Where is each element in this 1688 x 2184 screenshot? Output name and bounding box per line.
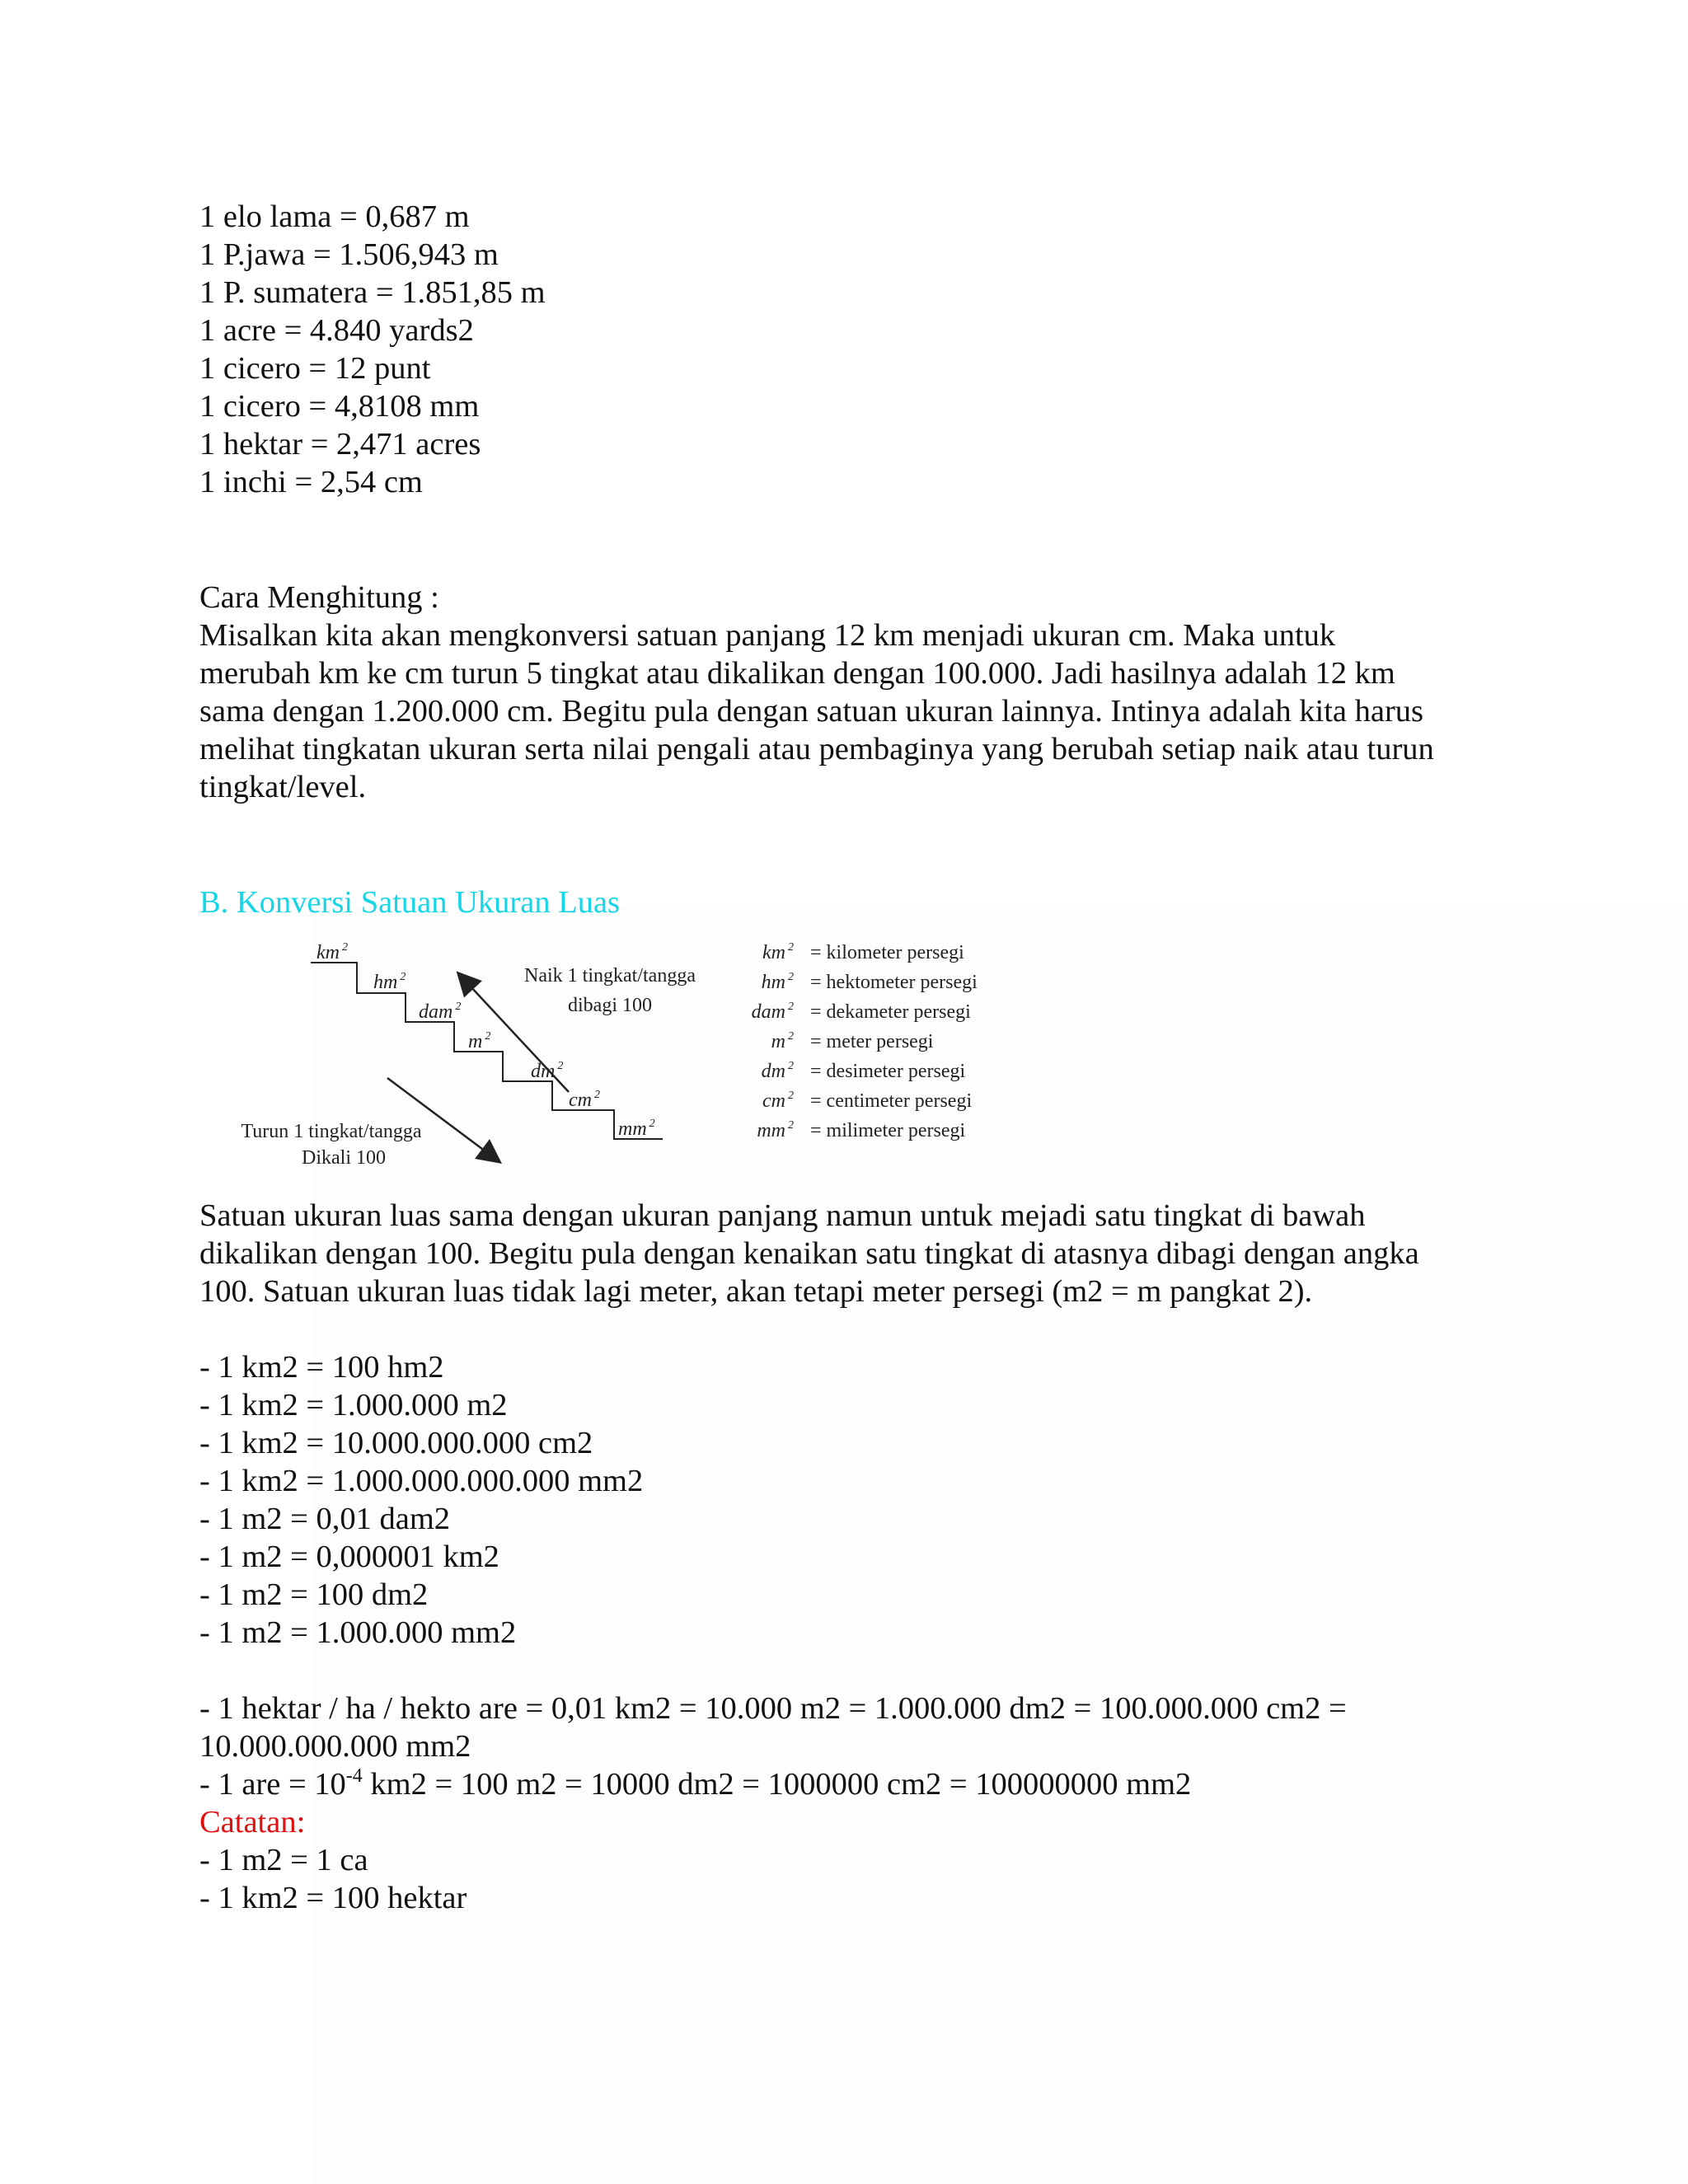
stair-unit-km: km $^2$ [316, 941, 348, 963]
luas-paragraph-line: Satuan ukuran luas sama dengan ukuran panjang namun untuk mejadi satu tingkat di bawah [199, 1198, 1366, 1233]
area-unit-staircase-diagram [214, 933, 1022, 1180]
stair-unit-m: m $^2$ [468, 1030, 491, 1052]
legend-unit-dm: dm $^2$ [761, 1060, 794, 1082]
legend-name-mm: = milimeter persegi [810, 1120, 966, 1141]
area-conversion-line: - 1 m2 = 100 dm2 [199, 1577, 429, 1612]
area-conversion-line: - 1 km2 = 1.000.000.000.000 mm2 [199, 1464, 644, 1498]
length-conversion-line: 1 acre = 4.840 yards2 [199, 313, 474, 348]
are-suffix: km2 = 100 m2 = 10000 dm2 = 1000000 cm2 = 100000000 mm2 [362, 1767, 1192, 1802]
are-exponent: -4 [345, 1765, 363, 1787]
length-conversion-line: 1 hektar = 2,471 acres [199, 427, 481, 462]
length-conversion-line: 1 elo lama = 0,687 m [199, 199, 470, 234]
area-conversion-line: - 1 m2 = 0,000001 km2 [199, 1540, 499, 1574]
up-caption-line-1: Naik 1 tingkat/tangga [524, 965, 696, 987]
stair-unit-cm: cm $^2$ [569, 1089, 600, 1111]
stair-unit-hm: hm $^2$ [373, 971, 406, 993]
staircase-line [311, 963, 663, 1139]
stair-unit-dm: dm $^2$ [531, 1060, 564, 1082]
legend-unit-cm: cm $^2$ [762, 1090, 794, 1112]
length-conversion-line: 1 cicero = 12 punt [199, 351, 431, 386]
length-conversion-line: 1 P. sumatera = 1.851,85 m [199, 275, 546, 310]
legend-name-m: = meter persegi [810, 1031, 934, 1052]
cara-paragraph-line: tingkat/level. [199, 770, 367, 804]
luas-paragraph-line: dikalikan dengan 100. Begitu pula dengan kenaikan satu tingkat di atasnya dibagi dengan angka [199, 1236, 1419, 1271]
down-caption-line-1: Turun 1 tingkat/tangga [241, 1121, 422, 1142]
area-conversion-line: - 1 m2 = 1.000.000 mm2 [199, 1615, 517, 1650]
length-conversion-line: 1 P.jawa = 1.506,943 m [199, 237, 499, 272]
down-caption-line-2: Dikali 100 [302, 1147, 386, 1169]
legend-unit-dam: dam $^2$ [751, 1001, 794, 1023]
cara-paragraph-line: Misalkan kita akan mengkonversi satuan panjang 12 km menjadi ukuran cm. Maka untuk [199, 618, 1336, 653]
area-conversion-line: - 1 m2 = 0,01 dam2 [199, 1502, 451, 1536]
catatan-label: Catatan: [199, 1805, 306, 1840]
cara-title: Cara Menghitung : [199, 580, 439, 615]
stair-unit-dam: dam $^2$ [419, 1001, 462, 1023]
legend-unit-hm: hm $^2$ [761, 971, 794, 993]
legend-name-km: = kilometer persegi [810, 942, 964, 963]
cara-paragraph-line: sama dengan 1.200.000 cm. Begitu pula dengan satuan ukuran lainnya. Intinya adalah kita harus [199, 694, 1424, 729]
are-prefix: - 1 are = 10 [199, 1767, 346, 1802]
cara-paragraph-line: merubah km ke cm turun 5 tingkat atau dikalikan dengan 100.000. Jadi hasilnya adalah 12 km [199, 656, 1395, 691]
legend-name-hm: = hektometer persegi [810, 972, 978, 993]
hektar-line: - 1 hektar / ha / hekto are = 0,01 km2 = 10.000 m2 = 1.000.000 dm2 = 100.000.000 cm2 = [199, 1691, 1347, 1726]
legend-name-dam: = dekameter persegi [810, 1001, 971, 1023]
cara-paragraph-line: melihat tingkatan ukuran serta nilai pengali atau pembaginya yang berubah setiap naik atau turun [199, 732, 1434, 766]
area-conversion-line: - 1 km2 = 100 hm2 [199, 1350, 444, 1385]
area-conversion-line: - 1 km2 = 10.000.000.000 cm2 [199, 1426, 593, 1460]
are-line [199, 1765, 1191, 1803]
stair-unit-mm: mm $^2$ [618, 1118, 655, 1140]
section-b-heading: B. Konversi Satuan Ukuran Luas [199, 885, 621, 920]
up-caption-line-2: dibagi 100 [568, 995, 652, 1016]
luas-paragraph-line: 100. Satuan ukuran luas tidak lagi meter, akan tetapi meter persegi (m2 = m pangkat 2). [199, 1274, 1313, 1309]
catatan-item: - 1 km2 = 100 hektar [199, 1881, 467, 1915]
legend-unit-km: km $^2$ [762, 941, 794, 963]
length-conversion-line: 1 cicero = 4,8108 mm [199, 389, 480, 424]
legend-name-cm: = centimeter persegi [810, 1090, 973, 1112]
catatan-item: - 1 m2 = 1 ca [199, 1843, 368, 1877]
length-conversion-line: 1 inchi = 2,54 cm [199, 465, 423, 499]
area-conversion-line: - 1 km2 = 1.000.000 m2 [199, 1388, 508, 1422]
legend-unit-mm: mm $^2$ [757, 1119, 794, 1141]
legend-unit-m: m $^2$ [771, 1030, 794, 1052]
arrow-down-icon [387, 1078, 499, 1161]
hektar-line-continued: 10.000.000.000 mm2 [199, 1729, 471, 1764]
legend-name-dm: = desimeter persegi [810, 1061, 966, 1082]
